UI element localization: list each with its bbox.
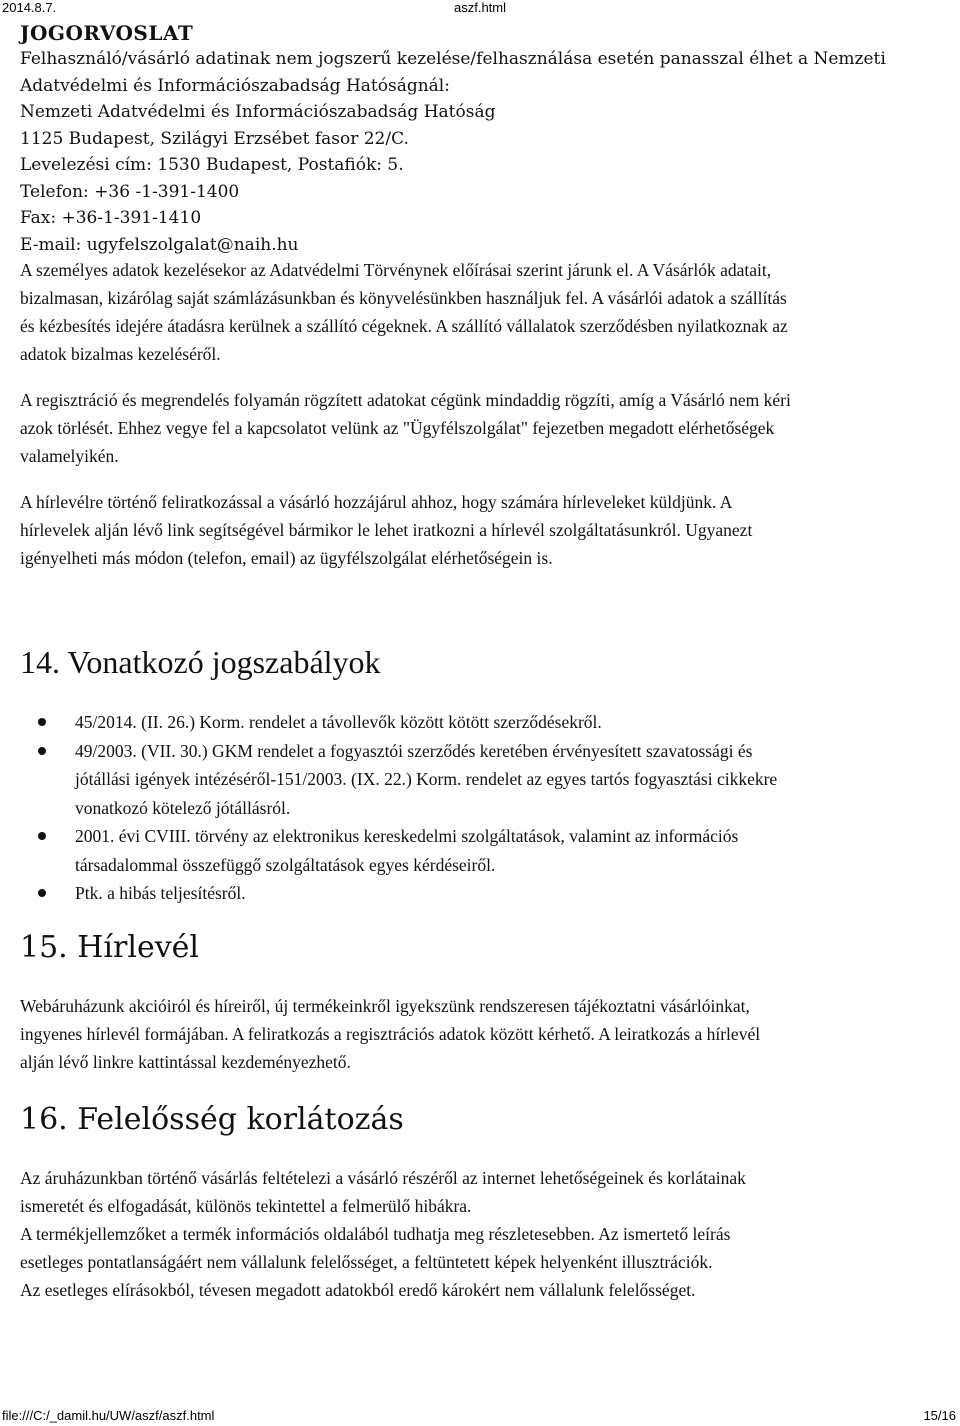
page-number: 15/16 [923, 1408, 956, 1423]
remedy-line: Adatvédelmi és Információszabadság Hatóságnál: [20, 75, 450, 96]
para-line: esetleges pontatlanságáért nem vállalunk felelősséget, a feltüntetett képek helyenként illusztrációk. [20, 1251, 713, 1272]
para-line: A termékjellemzőket a termék információs oldalából tudhatja meg részletesebben. Az ismertető leírás [20, 1223, 731, 1244]
bullet-icon [38, 832, 46, 840]
para-line: bizalmasan, kizárólag saját számlázásunkban és könyvelésünkben használjuk fel. A vásárlói adatok a szállítás [20, 288, 787, 308]
registration-data-paragraph [20, 386, 950, 470]
para-line: Az áruházunkban történő vásárlás feltételezi a vásárló részéről az internet lehetőségeinek és korlátainak [20, 1167, 746, 1188]
para-line: igényelheti más módon (telefon, email) az ügyfélszolgálat elérhetőségein is. [20, 548, 553, 568]
list-item-text: jótállási igények intézéséről-151/2003. (IX. 22.) Korm. rendelet az egyes tartós fogyasztási cikkekre [75, 769, 778, 789]
para-line: A regisztráció és megrendelés folyamán rögzített adatokat cégünk mindaddig rögzíti, amíg a Vásárló nem kéri [20, 390, 791, 410]
newsletter-consent-paragraph [20, 488, 950, 572]
data-handling-paragraph [20, 256, 950, 368]
list-item-text: társadalommal összefüggő szolgáltatások egyes kérdéseiről. [75, 854, 496, 875]
print-file-path: file:///C:/_damil.hu/UW/aszf/aszf.html [2, 1408, 215, 1423]
para-line: Az esetleges elírásokból, tévesen megadott adatokból eredő károkért nem vállalunk felelősséget. [20, 1279, 696, 1300]
para-line: alján lévő linkre kattintással kezdeményezhető. [20, 1051, 351, 1072]
remedy-title: JOGORVOSLAT [20, 21, 194, 45]
remedy-line: Nemzeti Adatvédelmi és Információszabadság Hatóság [20, 102, 496, 122]
remedy-line: Levelezési cím: 1530 Budapest, Postafiók: 5. [20, 155, 404, 175]
remedy-line: Telefon: +36 -1-391-1400 [20, 181, 240, 202]
liability-paragraph [20, 1164, 950, 1304]
para-line: ismeretét és elfogadását, különös tekintettel a felmerülő hibákra. [20, 1195, 472, 1216]
section-16-heading: 16. Felelősség korlátozás [20, 1101, 404, 1137]
remedy-line: Felhasználó/vásárló adatinak nem jogszerű kezelése/felhasználása esetén panasszal élhet a Nemzeti [20, 49, 886, 69]
print-footer [0, 1408, 960, 1424]
list-item-text: 45/2014. (II. 26.) Korm. rendelet a távollevők között kötött szerződésekről. [75, 712, 602, 732]
bullet-icon [38, 747, 46, 755]
para-line: és kézbesítés idejére átadásra kerülnek a szállító cégeknek. A szállító vállalatok szerződésben nyilatkoznak az [20, 316, 788, 336]
list-item-text: 2001. évi CVIII. törvény az elektronikus kereskedelmi szolgáltatások, valamint az információs [75, 826, 739, 846]
para-line: hírlevelek alján lévő link segítségével bármikor le lehet iratkozni a hírlevél szolgáltatásunkról. Ugyanezt [20, 520, 753, 540]
list-item-text: Ptk. a hibás teljesítésről. [75, 883, 246, 903]
list-item-text: 49/2003. (VII. 30.) GKM rendelet a fogyasztói szerződés keretében érvényesített szavatossági és [75, 740, 753, 761]
print-header [0, 0, 960, 16]
section-14-heading: 14. Vonatkozó jogszabályok [20, 644, 381, 680]
para-line: A hírlevélre történő feliratkozással a vásárló hozzájárul ahhoz, hogy számára hírleveleket küldjünk. A [20, 492, 733, 512]
list-item [20, 822, 950, 879]
remedy-line: 1125 Budapest, Szilágyi Erzsébet fasor 22/C. [20, 128, 409, 149]
print-filename: aszf.html [453, 0, 506, 15]
authority-contact-block [20, 46, 950, 258]
bullet-icon [38, 889, 46, 897]
newsletter-paragraph [20, 992, 950, 1076]
para-line: valamelyikén. [20, 446, 119, 466]
para-line: ingyenes hírlevél formájában. A feliratkozás a regisztrációs adatok között kérhető. A leiratkozás a hírlevél [20, 1023, 761, 1044]
bullet-icon [38, 718, 46, 726]
print-date: 2014.8.7. [2, 0, 57, 15]
list-item [20, 708, 950, 737]
remedy-line: Fax: +36-1-391-1410 [20, 208, 202, 228]
list-item [20, 879, 950, 908]
section-15-heading: 15. Hírlevél [20, 929, 199, 965]
para-line: A személyes adatok kezelésekor az Adatvédelmi Törvénynek előírásai szerint járunk el. A Vásárlók adatait, [20, 260, 772, 280]
para-line: Webáruházunk akcióiról és híreiről, új termékeinkről igyekszünk rendszeresen tájékoztatni vásárlóinkat, [20, 995, 750, 1016]
laws-list [20, 708, 950, 908]
list-item [20, 737, 950, 823]
remedy-line: E-mail: ugyfelszolgalat@naih.hu [20, 234, 299, 255]
list-item-text: vonatkozó kötelező jótállásról. [75, 797, 291, 818]
para-line: azok törlését. Ehhez vegye fel a kapcsolatot velünk az "Ügyfélszolgálat" fejezetben megadott elérhetőségek [20, 418, 775, 438]
document-body [20, 20, 950, 1304]
para-line: adatok bizalmas kezeléséről. [20, 344, 221, 364]
